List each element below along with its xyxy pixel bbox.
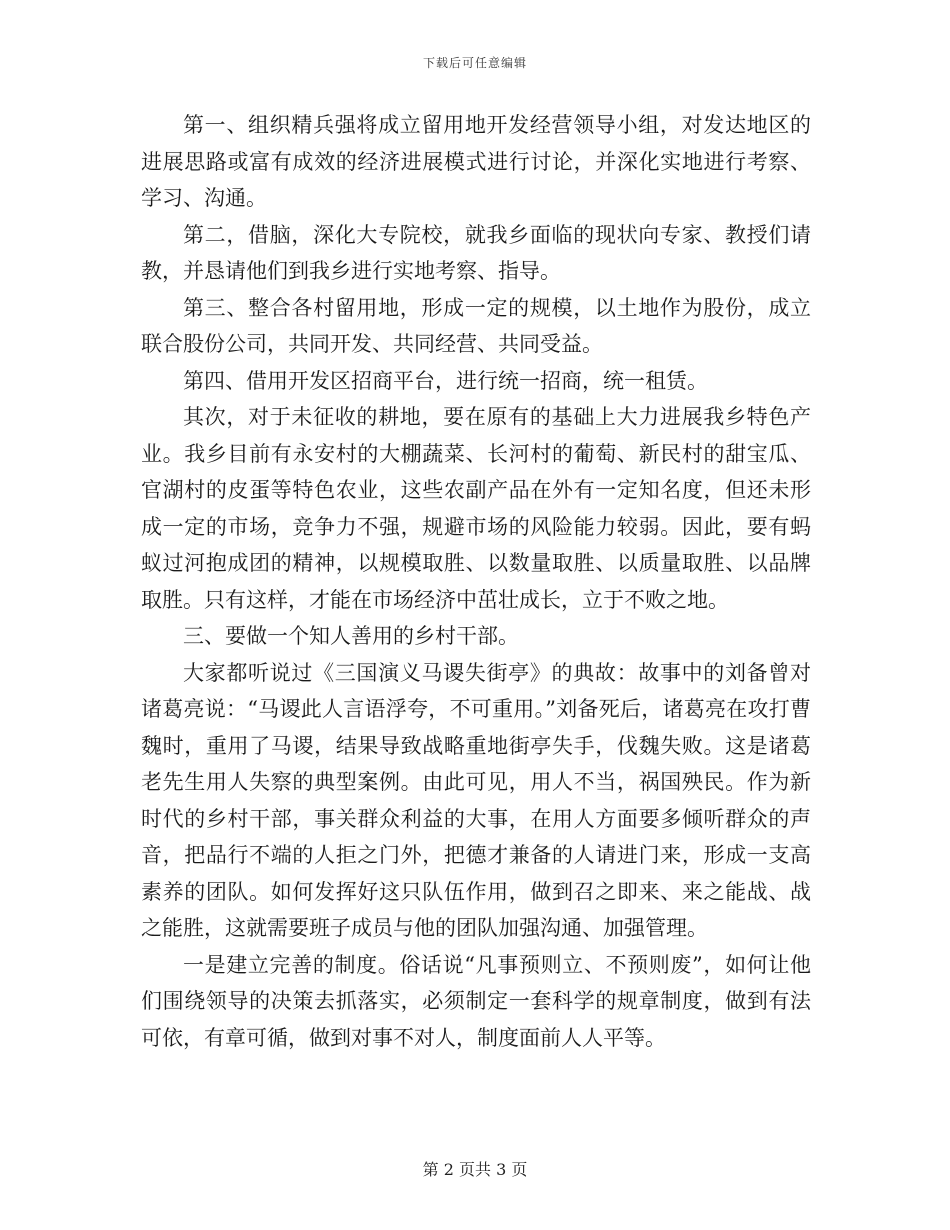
page-number: 第 2 页共 3 页 xyxy=(422,1160,528,1179)
section-heading: 三、要做一个知人善用的乡村干部。 xyxy=(183,624,519,648)
paragraph-8: 一是建立完善的制度。俗话说“凡事预则立、不预则废”，如何让他们围绕领导的决策去抓落实，必须制定一套科学的规章制度，做到有法可依，有章可循，做到对事不对人，制度面前人人平等。 xyxy=(141,952,811,1050)
paragraph-3: 第三、整合各村留用地，形成一定的规模，以土地作为股份，成立联合股份公司，共同开发、共同经营、共同受益。 xyxy=(141,295,811,356)
document-body xyxy=(141,107,811,1056)
paragraph-1: 第一、组织精兵强将成立留用地开发经营领导小组，对发达地区的进展思路或富有成效的经济进展模式进行讨论，并深化实地进行考察、学习、沟通。 xyxy=(141,113,811,210)
paragraph-4: 第四、借用开发区招商平台，进行统一招商，统一租赁。 xyxy=(183,368,708,393)
paragraph-5: 其次，对于未征收的耕地，要在原有的基础上大力进展我乡特色产业。我乡目前有永安村的大棚蔬菜、长河村的葡萄、新民村的甜宝瓜、官湖村的皮蛋等特色农业，这些农副产品在外有一定知名度，但还未形成一定的市场，竞争力不强，规避市场的风险能力较弱。因此，要有蚂蚁过河抱成团的精神，以规模取胜、以数量取胜、以质量取胜、以品牌取胜。只有这样，才能在市场经济中茁壮成长，立于不败之地。 xyxy=(141,405,811,612)
paragraph-7: 大家都听说过《三国演义马谡失街亭》的典故：故事中的刘备曾对诸葛亮说：“马谡此人言语浮夸，不可重用。”刘备死后，诸葛亮在攻打曹魏时，重用了马谡，结果导致战略重地街亭失手，伐魏失败。这是诸葛老先生用人失察的典型案例。由此可见，用人不当，祸国殃民。作为新时代的乡村干部，事关群众利益的大事，在用人方面要多倾听群众的声音，把品行不端的人拒之门外，把德才兼备的人请进门来，形成一支高素养的团队。如何发挥好这只队伍作用，做到召之即来、来之能战、战之能胜，这就需要班子成员与他的团队加强沟通、加强管理。 xyxy=(141,660,811,940)
paragraph-2: 第二，借脑，深化大专院校，就我乡面临的现状向专家、教授们请教，并恳请他们到我乡进行实地考察、指导。 xyxy=(141,222,811,283)
page-header-note: 下载后可任意编辑 xyxy=(422,56,527,70)
